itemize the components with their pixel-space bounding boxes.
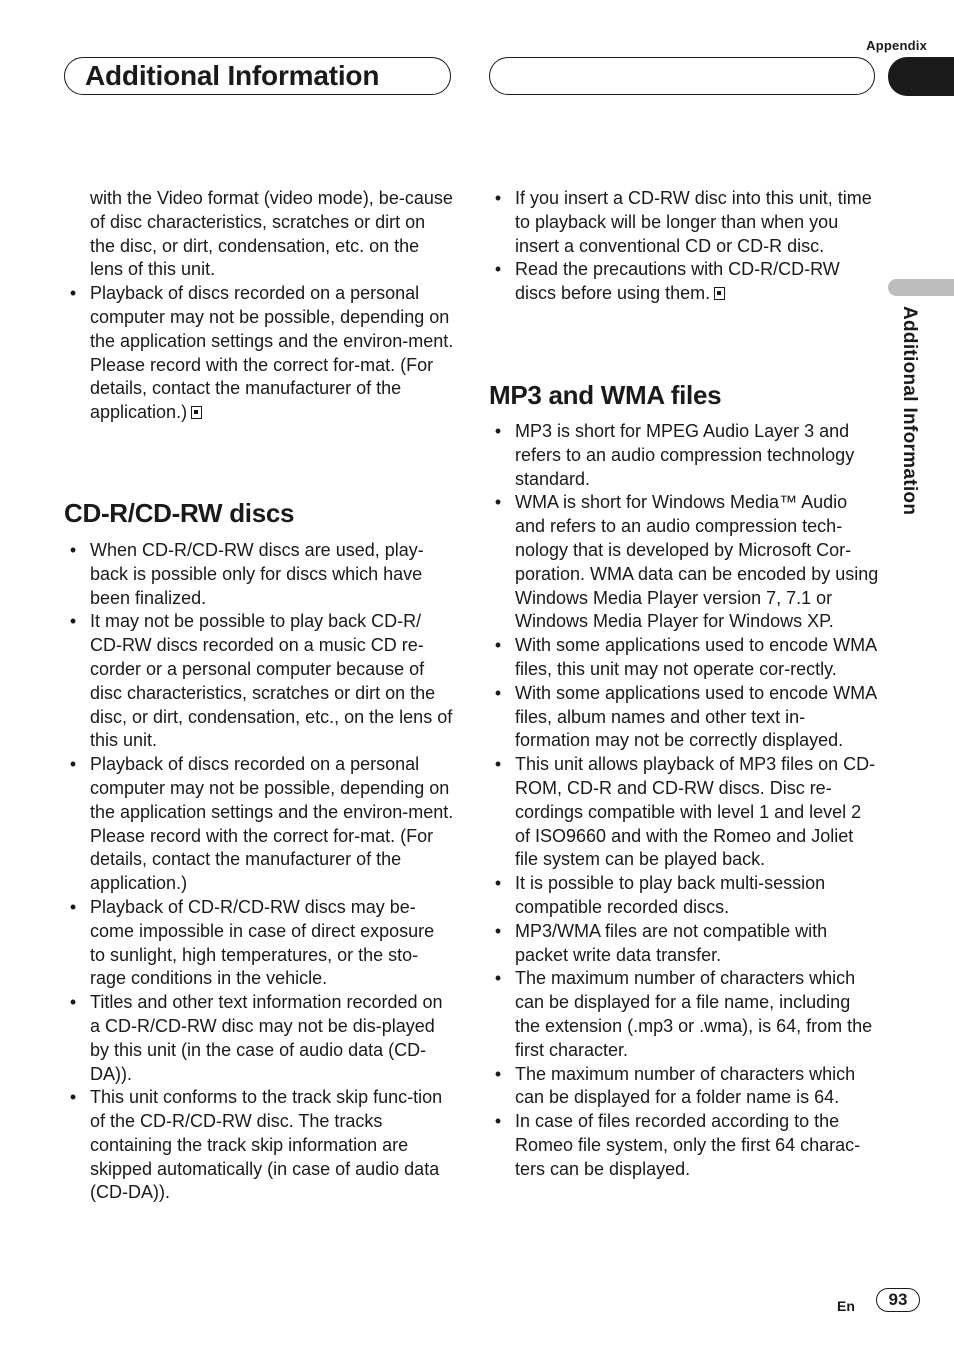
list-item [489,258,879,306]
list-item [489,1110,879,1181]
list-item-text: This unit allows playback of MP3 files on CD-ROM, CD-R and CD-RW discs. Disc re-cordings compatible with level 1 and level 2 of ISO9660 and with the Romeo and Joliet file system can be played back. [515,754,876,870]
bullet-icon: • [69,754,77,775]
list-item-text: If you insert a CD-RW disc into this unit, time to playback will be longer than when you insert a conventional CD or CD-R disc. [515,188,872,256]
list-item-text: This unit conforms to the track skip func-tion of the CD-R/CD-RW disc. The tracks containing the track skip information are skipped automatically (in case of audio data (CD-DA)). [90,1087,443,1203]
list-item-text: When CD-R/CD-RW discs are used, play-back is possible only for discs which have been finalized. [90,539,424,608]
list-item-text: MP3 is short for MPEG Audio Layer 3 and refers to an audio compression technology standard. [515,420,855,489]
list-item-text: In case of files recorded according to the Romeo file system, only the first 64 charac-ters can be displayed. [515,1111,861,1179]
bullet-icon: • [494,492,502,513]
list-item [64,896,454,991]
list-item [489,920,879,968]
list-item [64,1086,454,1205]
list-item [64,753,454,896]
bullet-icon: • [494,259,502,280]
list-item [489,1063,879,1111]
bullet-icon: • [494,968,502,989]
bullet-icon: • [494,1063,502,1084]
list-item-text: Read the precautions with CD-R/CD-RW discs before using them. [515,259,840,304]
continuation-text: with the Video format (video mode), be-cause of disc characteristics, scratches or dirt on the disc, or dirt, condensation, etc. on the lens of this unit. [90,188,453,280]
list-item [489,634,879,682]
bullet-icon: • [69,992,77,1013]
list-item [64,991,454,1086]
bullet-icon: • [69,539,77,560]
bullet-icon: • [494,188,502,208]
bullet-icon: • [69,283,77,304]
list-item-text: MP3/WMA files are not compatible with packet write data transfer. [515,920,828,965]
list-item-text: With some applications used to encode WMA files, album names and other text in-formation may not be correctly displayed. [515,682,877,751]
list-item [489,491,879,634]
section-header-title: Additional Information [85,60,380,91]
list-item-text: Playback of discs recorded on a personal computer may not be possible, depending on the application settings and the environ-ment. Please record with the correct for-mat. (For details, contact the manufacturer of the application.) [90,283,454,423]
bullet-icon: • [494,920,502,941]
bullet-icon: • [69,1087,77,1108]
left-column [64,187,454,1205]
right-column [489,187,879,1181]
list-item [64,282,454,425]
list-item [489,872,879,920]
list-item [489,753,879,872]
language-code: En [837,1298,855,1314]
list-item-text: WMA is short for Windows Media™ Audio and refers to an audio compression tech-nology that is developed by Microsoft Cor-poration. WMA data can be encoded by using Windows Media Player version 7, 7.1 or Windows Media Player for Windows XP. [515,492,879,632]
appendix-label: Appendix [866,38,927,53]
header-black-tab [888,57,954,96]
bullet-icon: • [69,896,77,917]
list-item [489,187,879,258]
left-top-bullet-list [64,282,454,425]
page-number: 93 [876,1288,920,1312]
right-top-bullet-list [489,187,879,306]
list-item-text: The maximum number of characters which can be displayed for a folder name is 64. [515,1063,856,1108]
end-mark-icon [191,406,202,419]
end-mark-icon [714,287,725,300]
side-index-tab [888,279,954,296]
list-item [489,420,879,491]
bullet-icon: • [69,611,77,632]
bullet-icon: • [494,754,502,775]
section-title-cd-r-cd-rw: CD-R/CD-RW discs [64,497,295,528]
cd-r-cd-rw-bullet-list [64,539,454,1205]
list-item-text: The maximum number of characters which can be displayed for a file name, including the extension (.mp3 or .wma), is 64, from the first character. [515,968,873,1060]
bullet-icon: • [494,635,502,656]
list-item [64,539,454,610]
list-item-text: It is possible to play back multi-session compatible recorded discs. [515,873,826,917]
header-empty-pill [489,57,875,95]
list-item [64,610,454,753]
section-header-pill [64,57,451,95]
list-item [489,967,879,1062]
bullet-icon: • [494,682,502,703]
bullet-icon: • [494,420,502,441]
list-item-text: Titles and other text information recorded on a CD-R/CD-RW disc may not be dis-played by this unit (in the case of audio data (CD-DA)). [90,992,443,1084]
section-title-mp3-wma: MP3 and WMA files [489,379,722,410]
bullet-icon: • [494,1111,502,1132]
list-item-text: Playback of discs recorded on a personal computer may not be possible, depending on the application settings and the environ-ment. Please record with the correct for-mat. (For details, contact the manufacturer of the application.) [90,754,454,894]
bullet-icon: • [494,873,502,894]
list-item-text: It may not be possible to play back CD-R/ CD-RW discs recorded on a music CD re-corder or a personal computer because of disc characteristics, scratches or dirt on the disc, or dirt, condensation, etc., on the lens of this unit. [90,611,453,751]
mp3-wma-bullet-list [489,420,879,1182]
list-item [489,682,879,753]
side-index-label: Additional Information [899,306,920,516]
list-item-text: Playback of CD-R/CD-RW discs may be-come impossible in case of direct exposure to sunlight, high temperatures, or the sto-rage conditions in the vehicle. [90,896,435,989]
list-item-text: With some applications used to encode WMA files, this unit may not operate cor-rectly. [515,635,877,679]
